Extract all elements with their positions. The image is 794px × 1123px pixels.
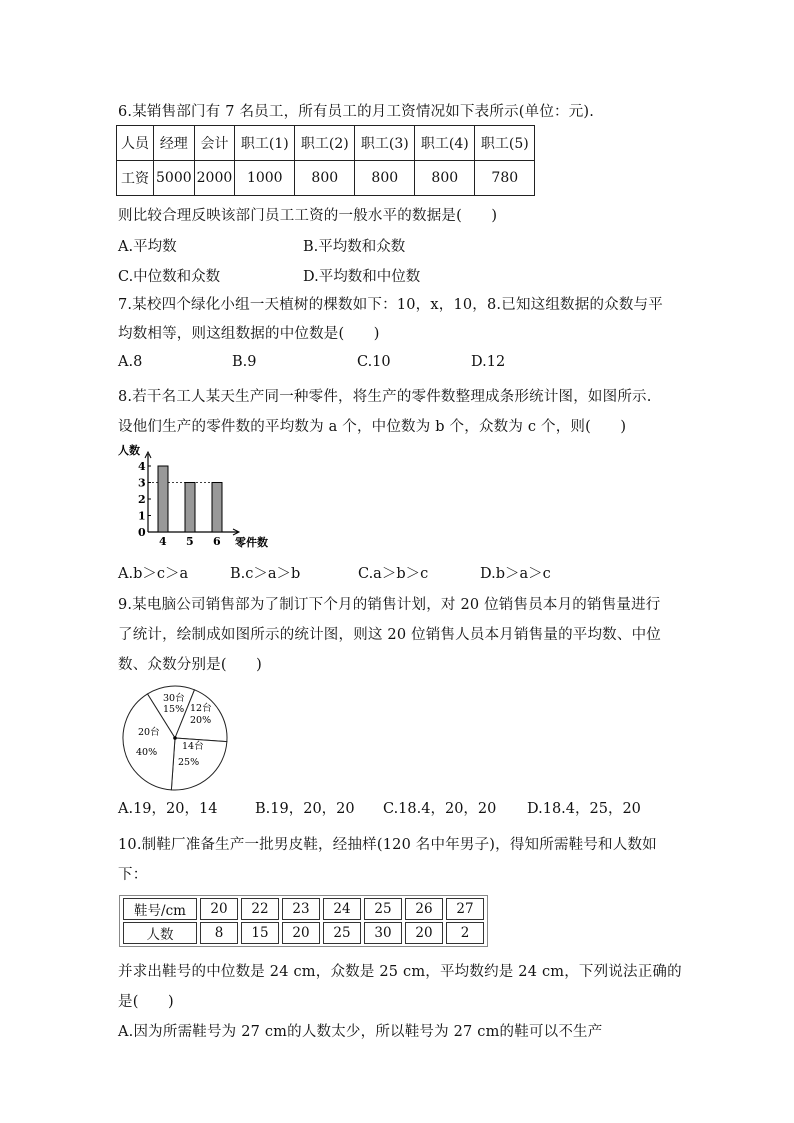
q9-line1: 9.某电脑公司销售部为了制订下个月的销售计划，对 20 位销售员本月的销售量进行: [118, 597, 661, 613]
q10-line4: 是( ): [118, 994, 174, 1010]
q10-line2: 下：: [118, 867, 148, 883]
table-cell: 会计: [194, 126, 235, 161]
q7-option-a: A.8: [118, 354, 143, 370]
table-cell: 20: [405, 922, 443, 944]
table-cell: 工资: [117, 161, 154, 196]
bar-5: [185, 483, 195, 533]
q8-option-c: C.a＞b＞c: [358, 566, 429, 582]
q9-option-a: A.19，20，14: [118, 801, 218, 817]
q6-option-c: C.中位数和众数: [118, 269, 221, 285]
y-tick-label: 2: [138, 493, 146, 506]
q8-line1: 8.若干名工人某天生产同一种零件，将生产的零件数整理成条形统计图，如图所示.: [118, 389, 652, 405]
q7-option-b: B.9: [232, 354, 257, 370]
pie-chart: [120, 683, 232, 795]
y-tick-label: 0: [138, 526, 146, 539]
bar-4: [158, 466, 168, 532]
shoe-table-header-row: [123, 898, 484, 920]
table-cell: 职工(5): [475, 126, 535, 161]
bar-chart: [110, 440, 280, 550]
q6-stem: 6.某销售部门有 7 名员工，所有员工的月工资情况如下表所示(单位：元).: [118, 104, 595, 120]
table-cell: 25: [323, 922, 361, 944]
table-cell: 2: [446, 922, 484, 944]
pie-label-12: 12台: [190, 703, 212, 714]
table-cell: 20: [282, 922, 320, 944]
pie-value-14: 25%: [178, 757, 200, 768]
bar-6: [212, 483, 222, 533]
table-cell: 职工(2): [295, 126, 355, 161]
table-cell: 职工(3): [355, 126, 415, 161]
y-tick-label: 4: [138, 460, 146, 473]
pie-value-20: 40%: [136, 747, 158, 758]
q6-option-a: A.平均数: [118, 239, 177, 255]
q8-line2: 设他们生产的零件数的平均数为 a 个，中位数为 b 个，众数为 c 个，则( ): [118, 419, 627, 435]
q8-option-b: B.c＞a＞b: [230, 566, 301, 582]
table-cell: 20: [200, 898, 238, 920]
table-cell: 职工(1): [235, 126, 295, 161]
q8-option-a: A.b＞c＞a: [118, 566, 189, 582]
pie-label-20: 20台: [138, 727, 160, 738]
table-cell: 5000: [154, 161, 195, 196]
table-cell: 职工(4): [415, 126, 475, 161]
q9-line2: 了统计，绘制成如图所示的统计图，则这 20 位销售人员本月销售量的平均数、中位: [118, 627, 661, 643]
table-cell: 15: [241, 922, 279, 944]
pie-label-14: 14台: [182, 741, 204, 752]
q9-option-d: D.18.4，25，20: [527, 801, 641, 817]
table-cell: 26: [405, 898, 443, 920]
q7-option-c: C.10: [357, 354, 391, 370]
y-tick-label: 1: [138, 509, 146, 523]
table-cell: 24: [323, 898, 361, 920]
shoe-size-table: [119, 895, 488, 947]
table-cell: 8: [200, 922, 238, 944]
table-cell: 1000: [235, 161, 295, 196]
q7-option-d: D.12: [471, 354, 506, 370]
q9-option-b: B.19，20，20: [255, 801, 355, 817]
table-cell: 人员: [117, 126, 154, 161]
shoe-table-value-row: [123, 922, 484, 944]
table-cell: 22: [241, 898, 279, 920]
q8-option-d: D.b＞a＞c: [480, 566, 551, 582]
q9-line3: 数、众数分别是( ): [118, 657, 263, 673]
table-cell: 30: [364, 922, 402, 944]
q10-line1: 10.制鞋厂准备生产一批男皮鞋，经抽样(120 名中年男子)，得知所需鞋号和人数如: [118, 837, 657, 853]
y-axis-label: 人数: [118, 444, 140, 457]
q9-option-c: C.18.4，20，20: [383, 801, 497, 817]
pie-label-30: 30台: [163, 693, 185, 704]
pie-value-12: 20%: [190, 715, 212, 726]
table-cell: 780: [475, 161, 535, 196]
table-cell: 800: [415, 161, 475, 196]
table-cell: 经理: [154, 126, 195, 161]
q6-option-d: D.平均数和中位数: [303, 269, 421, 285]
pie-value-30: 15%: [163, 704, 185, 715]
x-tick-label: 5: [186, 535, 194, 548]
y-tick-label: 3: [138, 476, 146, 490]
table-cell: 27: [446, 898, 484, 920]
table-cell: 人数: [123, 922, 197, 944]
q6-question: 则比较合理反映该部门员工工资的一般水平的数据是( ): [118, 208, 498, 224]
table-cell: 23: [282, 898, 320, 920]
x-tick-label: 6: [213, 535, 221, 548]
q6-option-b: B.平均数和众数: [303, 239, 406, 255]
salary-table: [116, 125, 535, 196]
table-cell: 800: [295, 161, 355, 196]
table-cell: 800: [355, 161, 415, 196]
q7-line2: 均数相等，则这组数据的中位数是( ): [118, 326, 380, 342]
salary-table-value-row: [117, 161, 535, 196]
q7-line1: 7.某校四个绿化小组一天植树的棵数如下：10，x，10，8.已知这组数据的众数与平: [118, 297, 663, 313]
q10-line3: 并求出鞋号的中位数是 24 cm，众数是 25 cm，平均数约是 24 cm，下列说法正确的: [118, 964, 682, 980]
table-cell: 25: [364, 898, 402, 920]
q10-option-a: A.因为所需鞋号为 27 cm的人数太少，所以鞋号为 27 cm的鞋可以不生产: [118, 1024, 603, 1040]
x-tick-label: 4: [159, 535, 167, 548]
table-cell: 鞋号/cm: [123, 898, 197, 920]
table-cell: 2000: [194, 161, 235, 196]
x-axis-label: 零件数: [235, 536, 268, 549]
salary-table-header-row: [117, 126, 535, 161]
